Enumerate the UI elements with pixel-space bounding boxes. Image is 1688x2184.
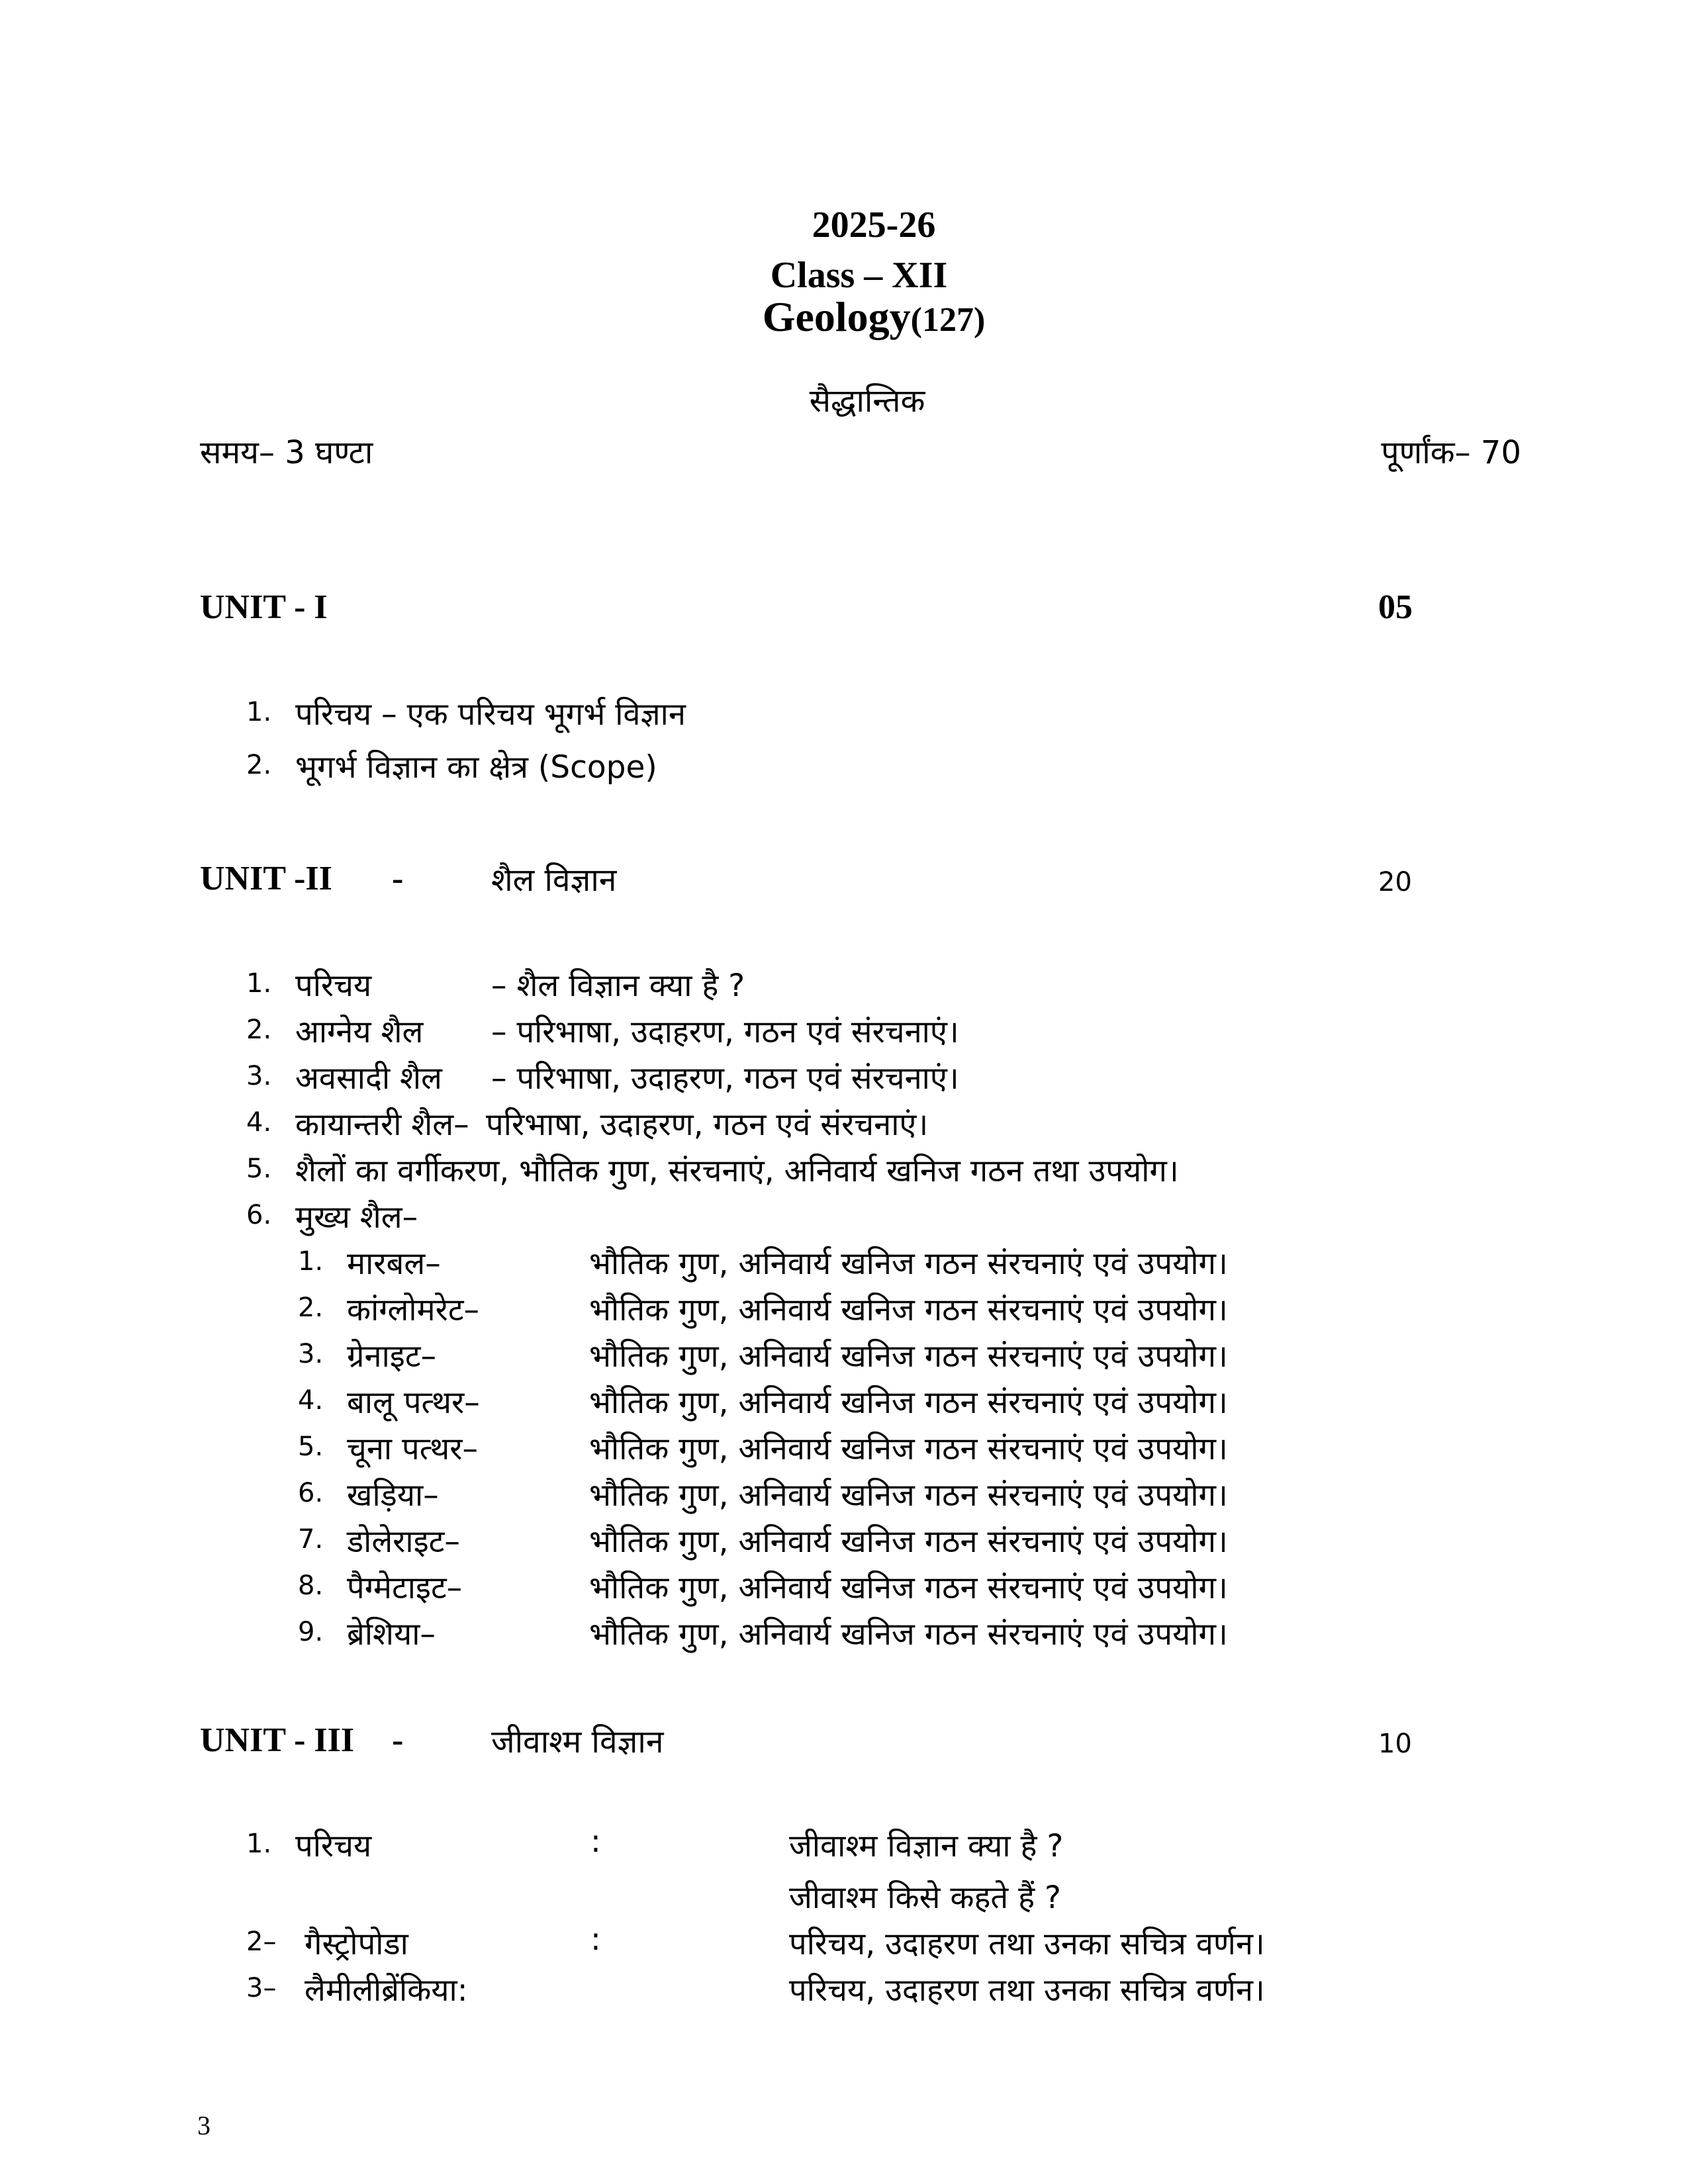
item-desc: परिभाषा, उदाहरण, गठन एवं संरचनाएं। [486, 1107, 929, 1143]
rock-desc: भौतिक गुण, अनिवार्य खनिज गठन संरचनाएं एवं उपयोग। [589, 1524, 1228, 1560]
rock-desc: भौतिक गुण, अनिवार्य खनिज गठन संरचनाएं एवं उपयोग। [589, 1246, 1228, 1282]
item-number: 1. [246, 697, 272, 727]
unit-3-title: UNIT - III [200, 1721, 355, 1759]
rock-number: 1. [298, 1246, 324, 1277]
unit-1-marks: 05 [1378, 588, 1413, 626]
item-number: 4. [246, 1107, 272, 1138]
item-number: 5. [246, 1154, 272, 1184]
item-number: 1. [246, 968, 272, 999]
item-number: 2– [246, 1927, 277, 1957]
subject-code: (127) [910, 301, 986, 339]
item-term: परिचय [295, 1828, 372, 1864]
rock-name: ब्रेशिया– [347, 1616, 436, 1653]
item-term: लैमीलीब्रेंकिया: [305, 1972, 468, 2009]
rock-name: चूना पत्थर– [347, 1431, 478, 1467]
class-title: Class – XII [770, 255, 948, 296]
rock-name: खड़िया– [347, 1477, 439, 1514]
item-number: 1. [246, 1829, 272, 1859]
item-desc: – शैल विज्ञान क्या है ? [491, 968, 745, 1004]
session-year: 2025-26 [812, 205, 936, 246]
rock-desc: भौतिक गुण, अनिवार्य खनिज गठन संरचनाएं एवं उपयोग। [589, 1616, 1228, 1653]
time-allowed: समय– 3 घण्टा [200, 434, 373, 471]
rock-name: डोलेराइट– [347, 1524, 460, 1560]
item-number: 6. [246, 1200, 272, 1230]
rock-number: 6. [298, 1478, 324, 1508]
rock-name: पैग्मेटाइट– [347, 1570, 463, 1606]
item-desc: – परिभाषा, उदाहरण, गठन एवं संरचनाएं। [491, 1014, 959, 1050]
item-desc: जीवाश्म विज्ञान क्या है ? [789, 1828, 1064, 1864]
page-number: 3 [197, 2111, 211, 2140]
item-term: परिचय [295, 968, 372, 1004]
item-desc: परिचय, उदाहरण तथा उनका सचित्र वर्णन। [789, 1972, 1265, 2009]
unit-2-topic: शैल विज्ञान [491, 862, 617, 899]
unit-3-topic: जीवाश्म विज्ञान [491, 1723, 664, 1760]
item-number: 3. [246, 1061, 272, 1091]
rock-number: 5. [298, 1432, 324, 1462]
rock-name: बालू पत्थर– [347, 1385, 480, 1421]
unit-2-dash: - [392, 860, 404, 897]
item-text: भूगर्भ विज्ञान का क्षेत्र (Scope) [295, 749, 657, 786]
subject-title [0, 293, 1688, 341]
item-sep: : [590, 1921, 601, 1958]
item-sep: : [590, 1823, 601, 1860]
unit-3-marks: 10 [1378, 1729, 1412, 1759]
item-desc-2: जीवाश्म किसे कहते हैं ? [789, 1880, 1061, 1916]
item-term: कायान्तरी शैल– [295, 1107, 469, 1143]
unit-2-marks: 20 [1378, 867, 1412, 897]
subject-name: Geology [762, 293, 911, 340]
rock-desc: भौतिक गुण, अनिवार्य खनिज गठन संरचनाएं एवं उपयोग। [589, 1385, 1228, 1421]
rock-number: 2. [298, 1293, 324, 1323]
unit-1-title: UNIT - I [200, 588, 328, 626]
rock-desc: भौतिक गुण, अनिवार्य खनिज गठन संरचनाएं एवं उपयोग। [589, 1477, 1228, 1514]
item-number: 3– [246, 1973, 277, 2003]
rock-name: कांग्लोमरेट– [347, 1292, 480, 1328]
item-number: 2. [246, 1015, 272, 1045]
item-term: गैस्ट्रोपोडा [305, 1926, 408, 1962]
item-text: मुख्य शैल– [295, 1199, 418, 1236]
item-term: आग्नेय शैल [295, 1014, 424, 1050]
unit-2-title: UNIT -II [200, 860, 332, 897]
item-desc: – परिभाषा, उदाहरण, गठन एवं संरचनाएं। [491, 1060, 959, 1097]
rock-desc: भौतिक गुण, अनिवार्य खनिज गठन संरचनाएं एवं उपयोग। [589, 1338, 1228, 1375]
paper-type: सैद्धान्तिक [809, 383, 925, 420]
item-term: अवसादी शैल [295, 1060, 442, 1097]
rock-desc: भौतिक गुण, अनिवार्य खनिज गठन संरचनाएं एवं उपयोग। [589, 1570, 1228, 1606]
rock-name: मारबल– [347, 1246, 441, 1282]
max-marks: पूर्णांक– 70 [1381, 434, 1521, 471]
rock-number: 7. [298, 1524, 324, 1555]
item-desc: परिचय, उदाहरण तथा उनका सचित्र वर्णन। [789, 1926, 1265, 1962]
rock-desc: भौतिक गुण, अनिवार्य खनिज गठन संरचनाएं एवं उपयोग। [589, 1431, 1228, 1467]
rock-number: 3. [298, 1339, 324, 1369]
rock-number: 4. [298, 1385, 324, 1416]
rock-number: 9. [298, 1617, 324, 1647]
item-text: शैलों का वर्गीकरण, भौतिक गुण, संरचनाएं, अनिवार्य खनिज गठन तथा उपयोग। [295, 1153, 1179, 1189]
rock-name: ग्रेनाइट– [347, 1338, 437, 1375]
rock-desc: भौतिक गुण, अनिवार्य खनिज गठन संरचनाएं एवं उपयोग। [589, 1292, 1228, 1328]
item-text: परिचय – एक परिचय भूगर्भ विज्ञान [295, 696, 686, 733]
rock-number: 8. [298, 1570, 324, 1601]
item-number: 2. [246, 750, 272, 780]
unit-3-dash: - [392, 1721, 404, 1759]
